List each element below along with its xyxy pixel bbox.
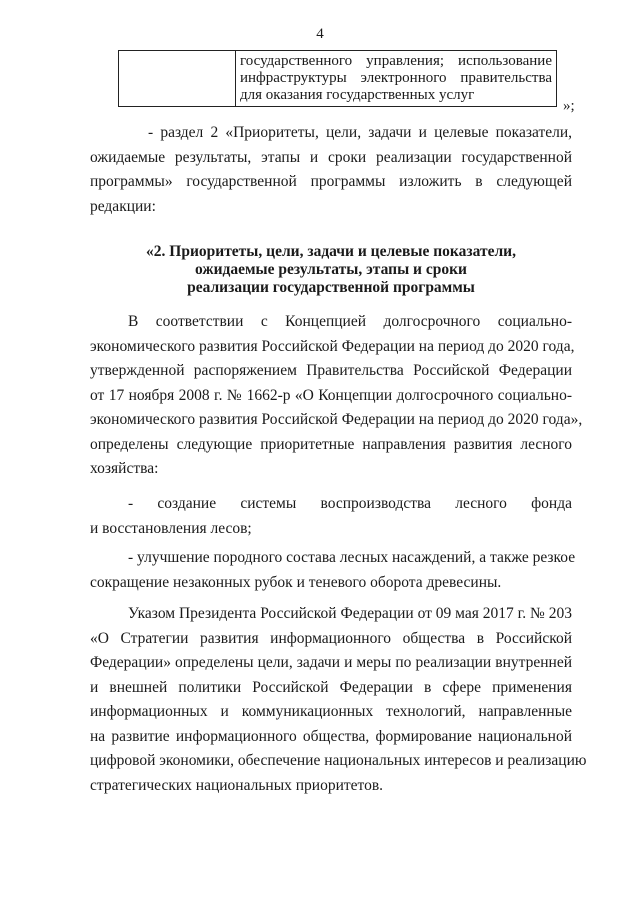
table-closing-quote: »;	[563, 98, 575, 114]
text-line: и восстановления лесов;	[90, 519, 252, 537]
bullet-reforestation	[90, 492, 572, 541]
text-line: утвержденной распоряжением Правительства Российской Федерации	[90, 362, 572, 379]
text-line: Указом Президента Российской Федерации от 09 мая 2017 г. № 203	[128, 605, 572, 622]
table-cell-text	[236, 51, 557, 107]
text-line: В соответствии с Концепцией долгосрочного социально-	[128, 313, 572, 330]
text-line: Федерации» определены цели, задачи и меры по реализации внутренней	[90, 654, 572, 671]
text-line: ожидаемые результаты, этапы и сроки реализации государственной	[90, 148, 572, 166]
text-line: программы» государственной программы изложить в следующей	[90, 173, 572, 190]
text-line: - раздел 2 «Приоритеты, цели, задачи и целевые показатели,	[148, 124, 572, 141]
text-line: от 17 ноября 2008 г. № 1662-р «О Концепции долгосрочного социально-	[90, 386, 572, 404]
table-cell-empty	[119, 51, 236, 107]
text-line: информационных и коммуникационных технологий, направленные	[90, 703, 572, 720]
text-line: «О Стратегии развития информационного общества в Российской	[90, 629, 572, 647]
table-text-line: для оказания государственных услуг	[240, 87, 475, 103]
paragraph-concept	[90, 310, 583, 482]
text-line: определены следующие приоритетные направления развития лесного	[90, 435, 572, 453]
paragraph-presidential-decree	[90, 602, 587, 798]
text-line: хозяйства:	[90, 460, 159, 477]
table-text-line: инфраструктуры электронного правительства	[240, 70, 552, 86]
table-row	[119, 51, 557, 107]
bullet-species-composition	[90, 546, 576, 595]
text-line: и внешней политики Российской Федерации в сфере применения	[90, 678, 572, 696]
page-number: 4	[316, 26, 324, 42]
text-line: редакции:	[90, 197, 156, 215]
heading-line: «2. Приоритеты, цели, задачи и целевые показатели,	[146, 243, 516, 260]
heading-line: ожидаемые результаты, этапы и сроки	[195, 261, 467, 278]
text-line: экономического развития Российской Федерации на период до 2020 года»,	[90, 411, 583, 428]
text-line: стратегических национальных приоритетов.	[90, 776, 384, 794]
section-heading	[90, 243, 572, 297]
text-line: на развитие информационного общества, формирование национальной	[90, 727, 572, 745]
intro-paragraph	[90, 121, 572, 219]
text-line: - улучшение породного состава лесных насаждений, а также резкое	[128, 549, 576, 566]
continued-table	[118, 50, 557, 107]
text-line: цифровой экономики, обеспечение национальных интересов и реализацию	[90, 752, 587, 769]
text-line: экономического развития Российской Федерации на период до 2020 года,	[90, 337, 575, 355]
heading-line: реализации государственной программы	[187, 279, 475, 296]
text-line: - создание системы воспроизводства лесного фонда	[128, 495, 572, 512]
table-text-line: государственного управления; использование	[240, 53, 552, 69]
text-line: сокращение незаконных рубок и теневого оборота древесины.	[90, 573, 502, 591]
